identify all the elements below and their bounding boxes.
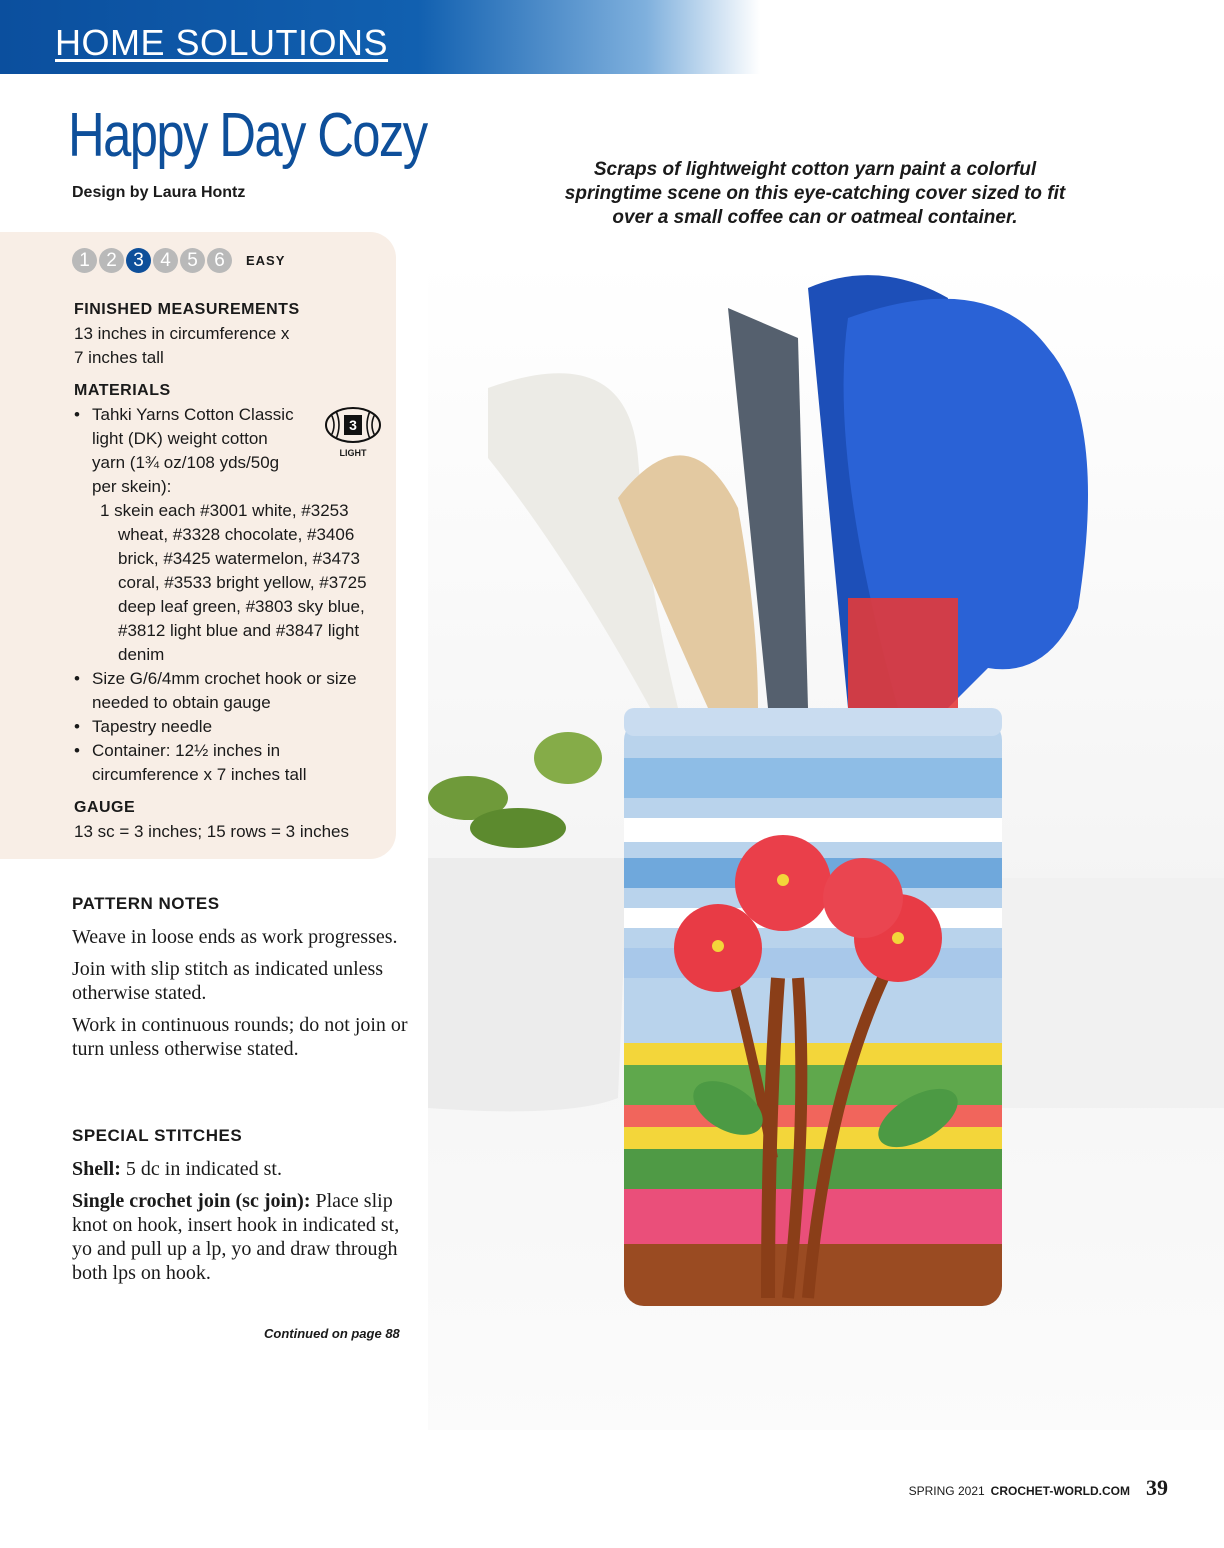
footer-site: CROCHET-WORLD.COM: [990, 1484, 1130, 1498]
stitch-scjoin: [72, 1189, 412, 1285]
designer-name: Laura Hontz: [152, 184, 246, 201]
stitch-scjoin-term: Single crochet join (sc join):: [72, 1190, 311, 1212]
section-heading: HOME SOLUTIONS: [55, 22, 389, 63]
skill-label: EASY: [246, 253, 286, 268]
yarn-colors: 1 skein each #3001 white, #3253 wheat, #3328 chocolate, #3406 brick, #3425 watermelon, #3473 coral, #3533 bright yellow, #3725 deep leaf green, #3803 sky blue, #3812 light blue and #3847 light denim: [100, 501, 367, 664]
yarn-line-1: • Tahki Yarns Cotton Classic: [92, 405, 294, 424]
byline-prefix: Design by: [72, 184, 149, 201]
materials-item-needle: • Tapestry needle: [74, 715, 389, 739]
pattern-notes-heading: PATTERN NOTES: [72, 894, 220, 913]
yarn-weight-number: 3: [344, 415, 362, 435]
stitch-shell: [72, 1157, 412, 1181]
special-stitches-heading: SPECIAL STITCHES: [72, 1126, 243, 1145]
page-footer: [909, 1475, 1168, 1501]
byline: [72, 184, 245, 202]
special-stitches: [72, 1157, 412, 1293]
yarn-line-4: per skein):: [92, 477, 172, 496]
yarn-line-2: light (DK) weight cotton: [92, 429, 268, 448]
pattern-note-2: Join with slip stitch as indicated unless otherwise stated.: [72, 958, 384, 1004]
skill-dot-3: 3: [126, 248, 151, 273]
skill-dot-6: 6: [207, 248, 232, 273]
skill-dot-1: 1: [72, 248, 97, 273]
yarn-weight-label: LIGHT: [339, 448, 367, 458]
skill-dot-2: 2: [99, 248, 124, 273]
stitch-scjoin-def: Place slip knot on hook, insert hook in indicated st, yo and pull up a lp, yo and draw through both lps on hook.: [72, 1190, 400, 1284]
materials-item-hook: • Size G/6/4mm crochet hook or size needed to obtain gauge: [74, 667, 389, 715]
skill-dot-4: 4: [153, 248, 178, 273]
continued-note: Continued on page 88: [264, 1326, 400, 1341]
product-photo: [428, 258, 1224, 1430]
yarn-weight-icon: [323, 406, 383, 458]
yarn-line-3: yarn (1¾ oz/108 yds/50g: [92, 453, 280, 472]
materials-heading: MATERIALS: [74, 382, 171, 399]
gauge: [74, 796, 389, 844]
stitch-shell-def: 5 dc in indicated st.: [125, 1158, 282, 1180]
skill-dot-5: 5: [180, 248, 205, 273]
gauge-heading: GAUGE: [74, 799, 136, 816]
intro-text: Scraps of lightweight cotton yarn paint a colorful springtime scene on this eye-catching cover sized to fit over a small coffee can or oatmeal container.: [564, 159, 1066, 228]
page-title: Happy Day Cozy: [68, 101, 427, 170]
finished-measurements: [74, 298, 389, 370]
skill-level: [72, 248, 285, 273]
gauge-text: 13 sc = 3 inches; 15 rows = 3 inches: [74, 822, 349, 841]
measurement-line-2: 7 inches tall: [74, 348, 164, 367]
pattern-note-3: Work in continuous rounds; do not join or turn unless otherwise stated.: [72, 1014, 408, 1060]
materials-item-container: • Container: 12½ inches in circumference x 7 inches tall: [74, 739, 389, 787]
finished-measurements-heading: FINISHED MEASUREMENTS: [74, 301, 300, 318]
measurement-line-1: 13 inches in circumference x: [74, 324, 290, 343]
pattern-notes: [72, 925, 412, 1069]
pattern-note-1: Weave in loose ends as work progresses.: [72, 926, 398, 948]
stitch-shell-term: Shell:: [72, 1158, 121, 1180]
footer-issue: SPRING 2021: [908, 1484, 985, 1498]
page-number: 39: [1146, 1475, 1168, 1500]
